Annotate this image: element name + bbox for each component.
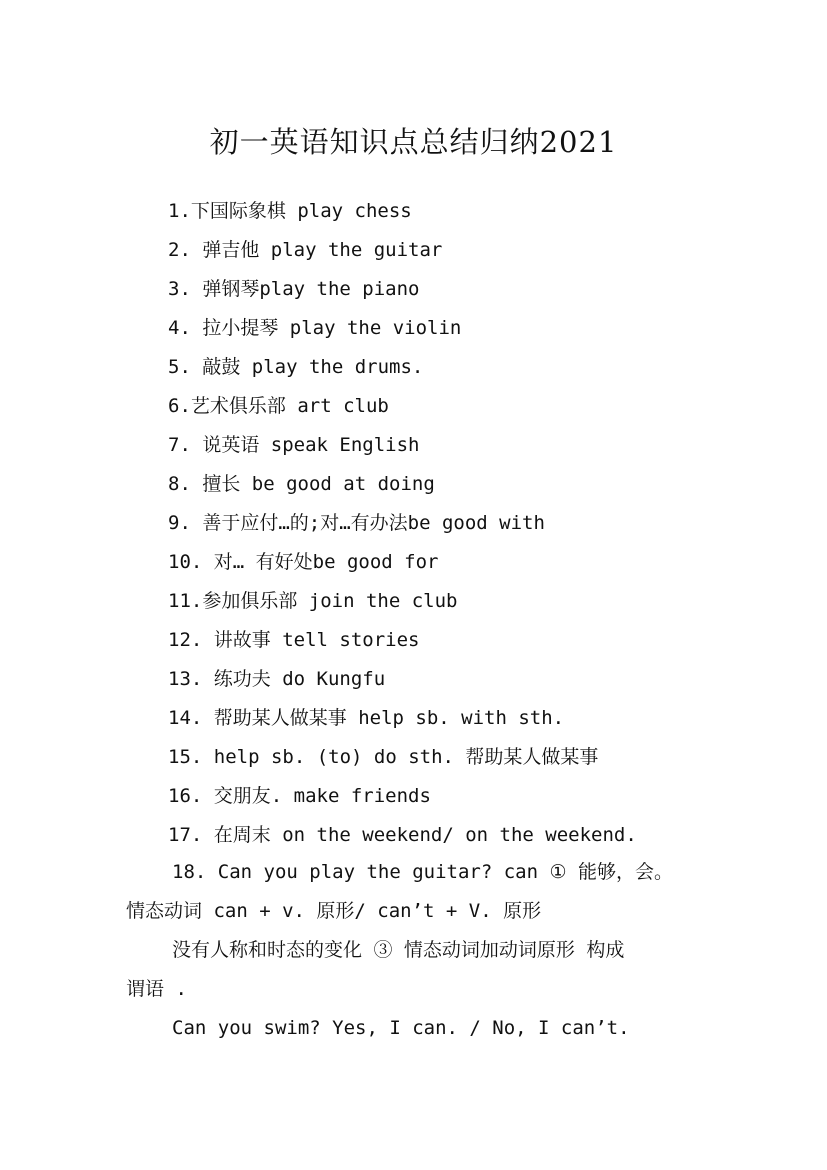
list-item: 15. help sb. (to) do sth. 帮助某人做某事 [168, 746, 599, 768]
paragraph-18-line-2: 情态动词 can + v. 原形/ can’t + V. 原形 [126, 900, 542, 922]
list-item: 1.下国际象棋 play chess [168, 200, 412, 222]
paragraph-18-line-1: 18. Can you play the guitar? can ① 能够，会。 [172, 861, 673, 883]
list-item: 5. 敲鼓 play the drums. [168, 356, 424, 378]
list-item: 6.艺术俱乐部 art club [168, 395, 389, 417]
list-item: 8. 擅长 be good at doing [168, 473, 435, 495]
list-item: 10. 对… 有好处be good for [168, 551, 439, 573]
phrase-list [168, 192, 728, 855]
list-item: 7. 说英语 speak English [168, 434, 420, 456]
list-item: 9. 善于应付…的;对…有办法be good with [168, 512, 545, 534]
document-title: 初一英语知识点总结归纳2021 [209, 125, 618, 160]
list-item: 17. 在周末 on the weekend/ on the weekend. [168, 824, 637, 846]
paragraph-18 [126, 853, 716, 931]
list-item: 2. 弹吉他 play the guitar [168, 239, 443, 261]
paragraph-example: Can you swim? Yes, I can. / No, I can’t. [172, 1017, 630, 1039]
list-item: 16. 交朋友. make friends [168, 785, 431, 807]
list-item: 11.参加俱乐部 join the club [168, 590, 458, 612]
list-item: 12. 讲故事 tell stories [168, 629, 420, 651]
paragraph-modal-note-line-2: 谓语 . [126, 978, 187, 1000]
list-item: 4. 拉小提琴 play the violin [168, 317, 462, 339]
list-item: 13. 练功夫 do Kungfu [168, 668, 386, 690]
list-item: 3. 弹钢琴play the piano [168, 278, 420, 300]
paragraph-modal-note [126, 931, 716, 1009]
paragraph-modal-note-line-1: 没有人称和时态的变化 ③ 情态动词加动词原形 构成 [172, 939, 625, 961]
list-item: 14. 帮助某人做某事 help sb. with sth. [168, 707, 565, 729]
